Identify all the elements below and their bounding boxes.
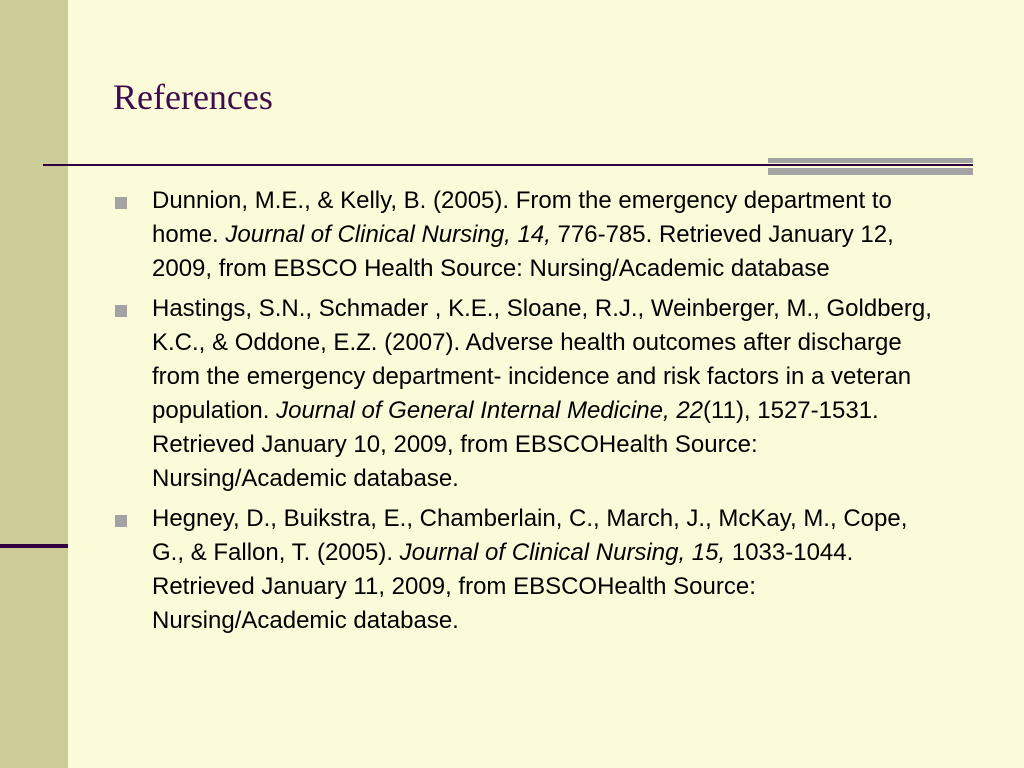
title-rule (43, 164, 973, 166)
reference-journal: Journal of General Internal Medicine, 22 (276, 397, 704, 424)
square-bullet-icon (115, 515, 127, 527)
gray-accent-bar-bottom (768, 168, 973, 175)
reference-authors-title: Hastings, S.N., Schmader , K.E., Sloane, R.J., Weinberger, M., Goldberg, K.C., & Oddone, E.Z. (2007). Adverse health outcomes after discharge from the emergency department- incidence and risk factors in a veteran population. (152, 295, 932, 424)
reference-authors-title: Dunnion, M.E., & Kelly, B. (2005). From the emergency department to home. (152, 187, 892, 248)
reference-item (115, 502, 945, 638)
gray-accent-bar-top (768, 158, 973, 163)
reference-item (115, 184, 945, 286)
reference-journal: Journal of Clinical Nursing, 14, (225, 221, 551, 248)
reference-authors-title: Hegney, D., Buikstra, E., Chamberlain, C., March, J., McKay, M., Cope, G., & Fallon, T. (2005). (152, 505, 908, 566)
side-band-decoration (0, 0, 68, 768)
reference-list (115, 184, 945, 644)
reference-details: (11), 1527-1531. Retrieved January 10, 2009, from EBSCOHealth Source: Nursing/Academic database. (152, 397, 879, 492)
reference-details: 776-785. Retrieved January 12, 2009, from EBSCO Health Source: Nursing/Academic database (152, 221, 894, 282)
reference-text (152, 187, 894, 282)
reference-item (115, 292, 945, 496)
reference-text (152, 505, 907, 634)
square-bullet-icon (115, 197, 127, 209)
reference-journal: Journal of Clinical Nursing, 15, (399, 539, 726, 566)
slide-title: References (113, 77, 273, 117)
square-bullet-icon (115, 305, 127, 317)
reference-details: 1033-1044. Retrieved January 11, 2009, from EBSCOHealth Source: Nursing/Academic database. (152, 539, 854, 634)
side-accent-line (0, 544, 68, 548)
reference-text (152, 295, 932, 492)
